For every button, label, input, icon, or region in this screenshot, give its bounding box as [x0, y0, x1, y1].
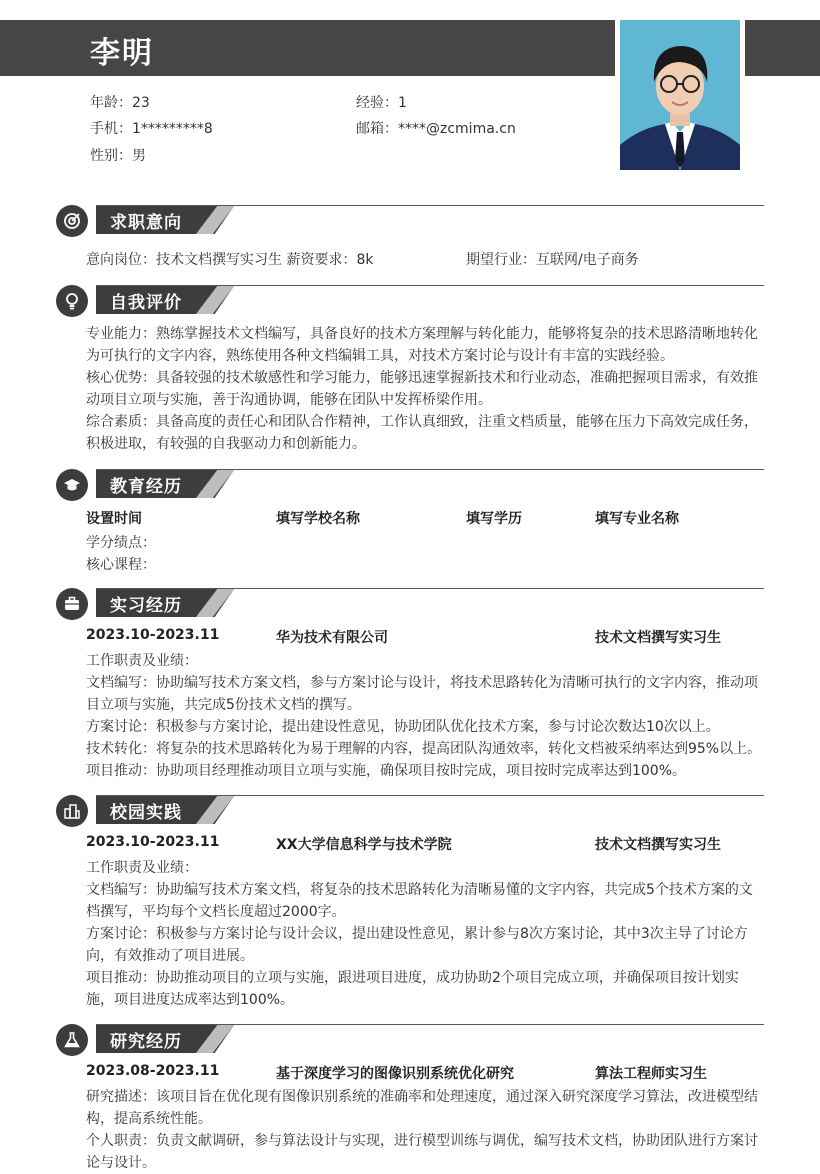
target-icon [56, 205, 88, 237]
intern-company: 华为技术有限公司 [276, 630, 388, 646]
research-line: 论与设计。 [86, 1155, 156, 1171]
phone-label: 手机： [90, 121, 132, 137]
research-line: 构，提高系统性能。 [86, 1111, 212, 1127]
section-title-research: 研究经历 [110, 1032, 182, 1052]
section-title-education: 教育经历 [110, 477, 182, 497]
campus-duty-heading: 工作职责及业绩： [86, 860, 198, 876]
candidate-name: 李明 [90, 36, 154, 71]
age-value: 23 [132, 95, 150, 111]
phone-value: 1*********8 [132, 121, 213, 137]
section-title-internship: 实习经历 [110, 596, 182, 616]
section-title-self: 自我评价 [110, 293, 182, 313]
experience-row [356, 92, 407, 112]
intern-line: 文档编写：协助编写技术方案文档，参与方案讨论与设计，将技术思路转化为清晰可执行的文字内容，推动项 [86, 675, 758, 691]
research-role: 算法工程师实习生 [595, 1066, 707, 1082]
campus-role: 技术文档撰写实习生 [595, 837, 721, 853]
intern-line: 技术转化：将复杂的技术思路转化为易于理解的内容，提高团队沟通效率，转化文档被采纳率达到95%以上。 [86, 741, 762, 757]
age-label: 年龄： [90, 95, 132, 111]
edu-time: 设置时间 [86, 511, 142, 527]
flask-icon [56, 1024, 88, 1056]
self-evaluation-text [86, 323, 766, 455]
edu-degree: 填写学历 [466, 511, 522, 527]
gender-label: 性别： [90, 148, 132, 164]
age-row [90, 92, 150, 112]
self-eval-line: 专业能力：熟练掌握技术文档编写，具备良好的技术方案理解与转化能力，能够将复杂的技术思路清晰地转化 [86, 326, 758, 342]
section-title-intent: 求职意向 [110, 213, 182, 233]
graduation-cap-icon [56, 469, 88, 501]
internship-details [86, 650, 766, 782]
edu-major: 填写专业名称 [595, 511, 679, 527]
section-header-campus [56, 795, 764, 827]
lightbulb-icon [56, 285, 88, 317]
intern-period: 2023.10-2023.11 [86, 627, 220, 643]
self-eval-line: 综合素质：具备高度的责任心和团队合作精神，工作认真细致，注重文档质量，能够在压力下高效完成任务， [86, 414, 758, 430]
intern-role: 技术文档撰写实习生 [595, 630, 721, 646]
self-eval-line: 核心优势：具备较强的技术敏感性和学习能力，能够迅速掌握新技术和行业动态，准确把握项目需求，有效推 [86, 370, 758, 386]
phone-row [90, 118, 213, 138]
header-bar-right [745, 20, 820, 76]
email-value: ****@zcmima.cn [398, 121, 516, 137]
campus-line: 方案讨论：积极参与方案讨论与设计会议，提出建设性意见，累计参与8次方案讨论，其中3次主导了讨论方 [86, 926, 748, 942]
research-line: 研究描述：该项目旨在优化现有图像识别系统的准确率和处理速度，通过深入研究深度学习算法，改进模型结 [86, 1089, 758, 1105]
intern-duty-heading: 工作职责及业绩： [86, 653, 198, 669]
briefcase-icon [56, 588, 88, 620]
edu-gpa: 学分绩点： [86, 535, 156, 551]
building-icon [56, 795, 88, 827]
email-label: 邮箱： [356, 121, 398, 137]
intent-industry: 期望行业：互联网/电子商务 [466, 252, 639, 268]
campus-line: 向，有效推动了项目进展。 [86, 948, 254, 964]
research-project: 基于深度学习的图像识别系统优化研究 [276, 1066, 514, 1082]
section-header-education [56, 469, 764, 501]
research-details [86, 1086, 766, 1174]
campus-line: 项目推动：协助推动项目的立项与实施，跟进项目进度，成功协助2个项目完成立项，并确保项目按计划实 [86, 970, 739, 986]
intern-line: 目立项与实施，共完成5份技术文档的撰写。 [86, 697, 361, 713]
profile-photo [620, 20, 740, 170]
experience-label: 经验： [356, 95, 398, 111]
section-header-self [56, 285, 764, 317]
portrait-image [620, 20, 740, 170]
gender-row [90, 145, 146, 165]
campus-org: XX大学信息科学与技术学院 [276, 837, 452, 853]
research-period: 2023.08-2023.11 [86, 1063, 220, 1079]
email-row [356, 118, 516, 138]
intern-line: 方案讨论：积极参与方案讨论，提出建设性意见，协助团队优化技术方案，参与讨论次数达10次以上。 [86, 719, 720, 735]
campus-line: 档撰写，平均每个文档长度超过2000字。 [86, 904, 346, 920]
experience-value: 1 [398, 95, 407, 111]
edu-courses: 核心课程： [86, 557, 156, 573]
gender-value: 男 [132, 148, 146, 164]
intern-line: 项目推动：协助项目经理推动项目立项与实施，确保项目按时完成，项目按时完成率达到100%。 [86, 763, 687, 779]
intent-position: 意向岗位：技术文档撰写实习生 薪资要求：8k [86, 252, 374, 268]
section-title-campus: 校园实践 [110, 803, 182, 823]
research-line: 个人职责：负责文献调研，参与算法设计与实现，进行模型训练与调优，编写技术文档，协助团队进行方案讨 [86, 1133, 758, 1149]
campus-line: 施，项目进度达成率达到100%。 [86, 992, 295, 1008]
section-header-research [56, 1024, 764, 1056]
edu-school: 填写学校名称 [276, 511, 360, 527]
campus-period: 2023.10-2023.11 [86, 834, 220, 850]
self-eval-line: 积极进取，有较强的自我驱动力和创新能力。 [86, 436, 366, 452]
self-eval-line: 动项目立项与实施，善于沟通协调，能够在团队中发挥桥梁作用。 [86, 392, 492, 408]
section-header-intent [56, 205, 764, 237]
campus-details [86, 857, 766, 1011]
campus-line: 文档编写：协助编写技术方案文档，将复杂的技术思路转化为清晰易懂的文字内容，共完成5个技术方案的文 [86, 882, 753, 898]
section-header-internship [56, 588, 764, 620]
self-eval-line: 为可执行的文字内容，熟练使用各种文档编辑工具，对技术方案讨论与设计有丰富的实践经验。 [86, 348, 674, 364]
